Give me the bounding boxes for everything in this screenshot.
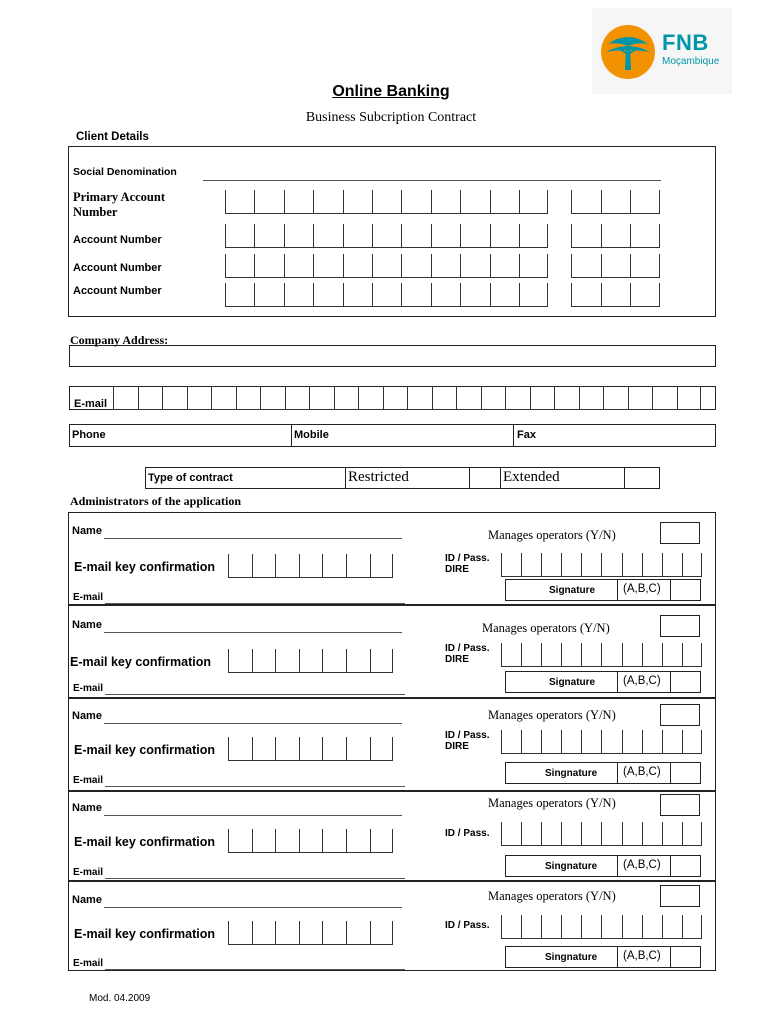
email-key-confirmation-label: E-mail key confirmation — [74, 560, 216, 574]
abc-label: (A,B,C) — [623, 859, 661, 871]
abc-divider — [670, 855, 671, 877]
brand-country: Moçambique — [662, 56, 720, 67]
admin-name-input[interactable] — [104, 710, 402, 724]
page-title: Online Banking — [332, 83, 450, 100]
company-address-input[interactable] — [69, 345, 716, 367]
abc-label: (A,B,C) — [623, 766, 661, 778]
phone-divider-1 — [291, 424, 292, 447]
manages-operators-input[interactable] — [660, 704, 700, 726]
account-number-cells-3[interactable] — [225, 283, 548, 307]
id-pass-cells[interactable] — [501, 822, 702, 846]
phone-label[interactable]: Phone — [72, 429, 106, 441]
email-key-confirmation-label: E-mail key confirmation — [74, 927, 216, 941]
dire-label: DIRE — [445, 741, 469, 752]
admin-email-label: E-mail — [73, 958, 104, 969]
contract-divider-3 — [500, 467, 501, 489]
signature-divider — [617, 762, 618, 784]
admin-name-input[interactable] — [104, 619, 402, 633]
signature-divider — [617, 671, 618, 693]
email-cells[interactable] — [113, 386, 701, 410]
id-pass-cells[interactable] — [501, 730, 702, 754]
admin-email-label: E-mail — [73, 775, 104, 786]
manages-operators-input[interactable] — [660, 885, 700, 907]
page-subtitle: Business Subcription Contract — [305, 110, 477, 125]
email-key-cells[interactable] — [228, 649, 393, 673]
signature-row[interactable] — [505, 762, 701, 784]
phone-divider-2 — [513, 424, 514, 447]
social-denomination-label: Social Denomination — [73, 166, 177, 178]
manages-operators-label: Manages operators (Y/N) — [482, 621, 610, 635]
admin-name-label: Name — [72, 894, 102, 906]
admin-name-label: Name — [72, 525, 102, 537]
abc-label: (A,B,C) — [623, 675, 661, 687]
client-details-heading: Client Details — [76, 131, 149, 143]
company-address-label: Company Address: — [70, 333, 169, 347]
id-pass-label: ID / Pass. — [445, 553, 490, 564]
email-key-cells[interactable] — [228, 829, 393, 853]
abc-divider — [670, 579, 671, 601]
admin-name-label: Name — [72, 710, 102, 722]
dire-label: DIRE — [445, 654, 469, 665]
signature-label: Singnature — [545, 861, 598, 872]
admin-email-label: E-mail — [73, 592, 104, 603]
manages-operators-label: Manages operators (Y/N) — [488, 889, 616, 903]
abc-divider — [670, 671, 671, 693]
phone-row — [69, 424, 716, 447]
fnb-logo — [592, 8, 732, 94]
account-number-check-cells-1[interactable] — [571, 224, 660, 248]
admin-email-input[interactable] — [105, 592, 405, 604]
signature-divider — [617, 855, 618, 877]
contract-divider-4 — [624, 467, 625, 489]
manages-operators-input[interactable] — [660, 522, 700, 544]
email-key-cells[interactable] — [228, 554, 393, 578]
account-number-label-2: Account Number — [73, 262, 162, 274]
admin-email-input[interactable] — [105, 683, 405, 695]
account-number-label-1: Account Number — [73, 234, 162, 246]
admin-name-label: Name — [72, 619, 102, 631]
signature-label: Signature — [549, 585, 596, 596]
tree-icon — [598, 22, 658, 82]
abc-label: (A,B,C) — [623, 583, 661, 595]
manages-operators-input[interactable] — [660, 794, 700, 816]
signature-row[interactable] — [505, 946, 701, 968]
account-number-label-3: Account Number — [73, 285, 162, 297]
admin-email-input[interactable] — [105, 867, 405, 879]
account-number-check-cells-3[interactable] — [571, 283, 660, 307]
manages-operators-label: Manages operators (Y/N) — [488, 708, 616, 722]
account-number-check-cells-2[interactable] — [571, 254, 660, 278]
id-pass-cells[interactable] — [501, 553, 702, 577]
signature-label: Signature — [549, 677, 596, 688]
primary-account-cells[interactable] — [225, 190, 548, 214]
contract-divider-2 — [469, 467, 470, 489]
signature-row[interactable] — [505, 671, 701, 693]
id-pass-label: ID / Pass. — [445, 920, 490, 931]
email-key-cells[interactable] — [228, 737, 393, 761]
abc-divider — [670, 762, 671, 784]
abc-divider — [670, 946, 671, 968]
signature-divider — [617, 579, 618, 601]
social-denomination-input[interactable] — [203, 166, 661, 181]
manages-operators-label: Manages operators (Y/N) — [488, 528, 616, 542]
contract-type-label: Type of contract — [148, 472, 233, 484]
dire-label: DIRE — [445, 564, 469, 575]
manages-operators-label: Manages operators (Y/N) — [488, 796, 616, 810]
admin-email-label: E-mail — [73, 683, 104, 694]
abc-label: (A,B,C) — [623, 950, 661, 962]
admin-name-input[interactable] — [104, 525, 402, 539]
id-pass-label: ID / Pass. — [445, 828, 490, 839]
admin-email-label: E-mail — [73, 867, 104, 878]
signature-row[interactable] — [505, 579, 701, 601]
manages-operators-input[interactable] — [660, 615, 700, 637]
contract-extended[interactable]: Extended — [503, 469, 560, 485]
account-number-cells-1[interactable] — [225, 224, 548, 248]
admin-name-input[interactable] — [104, 802, 402, 816]
email-key-confirmation-label: E-mail key confirmation — [70, 655, 212, 669]
email-label: E-mail — [74, 398, 108, 410]
admin-email-input[interactable] — [105, 958, 405, 970]
brand-name: FNB — [662, 30, 709, 55]
id-pass-cells[interactable] — [501, 643, 702, 667]
id-pass-label: ID / Pass. — [445, 643, 490, 654]
signature-row[interactable] — [505, 855, 701, 877]
fax-label[interactable]: Fax — [517, 429, 536, 441]
contract-divider-1 — [345, 467, 346, 489]
email-key-cells[interactable] — [228, 921, 393, 945]
form-version: Mod. 04.2009 — [89, 993, 151, 1004]
email-key-confirmation-label: E-mail key confirmation — [74, 835, 216, 849]
contract-restricted[interactable]: Restricted — [348, 469, 409, 485]
admin-name-input[interactable] — [104, 894, 402, 908]
primary-account-label: Primary Account Number — [73, 190, 165, 219]
id-pass-cells[interactable] — [501, 915, 702, 939]
account-number-cells-2[interactable] — [225, 254, 548, 278]
administrators-heading: Administrators of the application — [70, 494, 241, 508]
signature-divider — [617, 946, 618, 968]
email-key-confirmation-label: E-mail key confirmation — [74, 743, 216, 757]
mobile-label[interactable]: Mobile — [294, 429, 329, 441]
id-pass-label: ID / Pass. — [445, 730, 490, 741]
admin-email-input[interactable] — [105, 775, 405, 787]
admin-name-label: Name — [72, 802, 102, 814]
signature-label: Singnature — [545, 952, 598, 963]
signature-label: Singnature — [545, 768, 598, 779]
primary-account-check-cells[interactable] — [571, 190, 660, 214]
